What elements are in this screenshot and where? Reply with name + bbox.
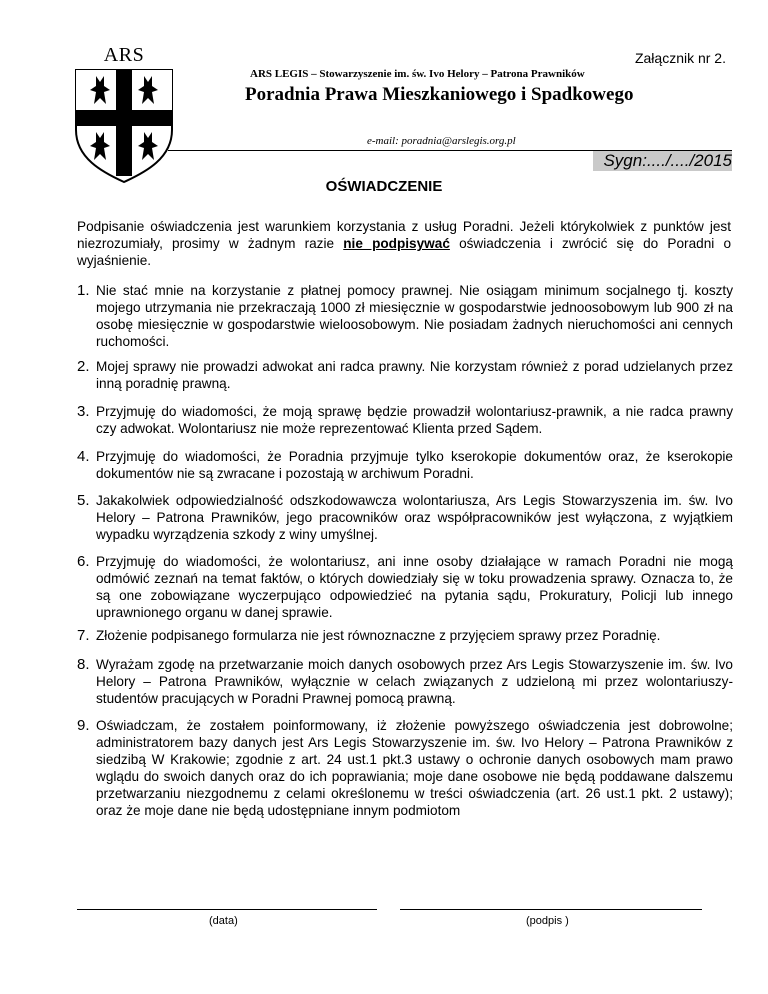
intro-text-1: Podpisanie oświadczenia jest warunkiem korzystania z usług Poradni. Jeżeli którykolwiek z punktów jest niezrozumiały, prosimy w żadnym razie [77, 219, 731, 251]
item-text: Nie stać mnie na korzystanie z płatnej pomocy prawnej. Nie osiągam minimum socjalnego tj. koszty mojego utrzymania nie przekraczają 1000 zł miesięcznie w gospodarstwie jednoosobowym lub 900 zł na osobę miesięcznie w gospodarstwie wieloosobowym. Nie posiadam żadnych nieruchomości ani cennych ruchomości. [96, 283, 733, 349]
organization-line: ARS LEGIS – Stowarzyszenie im. św. Ivo Helory – Patrona Prawników [250, 68, 585, 80]
list-item [77, 448, 733, 482]
item-number: 6. [77, 553, 90, 570]
list-item [77, 492, 733, 543]
item-number: 1. [77, 282, 90, 299]
coat-of-arms-shield-icon [74, 68, 174, 184]
signature-label: (podpis ) [526, 915, 569, 927]
list-item [77, 358, 733, 392]
list-item [77, 656, 733, 707]
list-item [77, 553, 733, 621]
list-item [77, 282, 733, 350]
intro-paragraph [77, 218, 731, 269]
list-item [77, 717, 733, 819]
signature-line [400, 909, 702, 910]
item-text: Złożenie podpisanego formularza nie jest równoznaczne z przyjęciem sprawy przez Poradnię. [96, 628, 661, 643]
item-text: Jakakolwiek odpowiedzialność odszkodowawcza wolontariusza, Ars Legis Stowarzyszenia im. św. Ivo Helory – Patrona Prawników, jego pracowników oraz współpracowników jest wyłączona, z wyjątkiem wypadku wyrządzenia szkody z winy umyślnej. [96, 493, 733, 542]
item-text: Przyjmuję do wiadomości, że wolontariusz, ani inne osoby działające w ramach Poradni nie mogą odmówić zeznań na temat faktów, o których dowiedziały się w toku prowadzenia sprawy. Oznacza to, że są one zobowiązane wyczerpująco odpowiedzieć na pytania sądu, Prokuratury, Policji lub innego uprawnionego organu w danej sprawie. [96, 554, 733, 620]
item-text: Wyrażam zgodę na przetwarzanie moich danych osobowych przez Ars Legis Stowarzyszenie im. św. Ivo Helory – Patrona Prawników, wyłącznie w celach związanych z udzieloną mi przez wolontariuszy-studentów pracujących w Poradni Prawnej pomocą prawną. [96, 657, 733, 706]
item-number: 3. [77, 403, 90, 420]
date-signature-line [77, 909, 377, 910]
email-address: e-mail: poradnia@arslegis.org.pl [367, 135, 516, 147]
list-item [77, 403, 733, 437]
item-number: 2. [77, 358, 90, 375]
item-number: 5. [77, 492, 90, 509]
item-number: 9. [77, 717, 90, 734]
document-heading: OŚWIADCZENIE [325, 178, 443, 195]
item-number: 7. [77, 627, 90, 644]
item-text: Oświadczam, że zostałem poinformowany, iż złożenie powyższego oświadczenia jest dobrowolne; administratorem bazy danych jest Ars Legis Stowarzyszenie im. św. Ivo Helory – Patrona Prawników z siedzibą W Krakowie; zgodnie z art. 24 ust.1 pkt.3 ustawy o ochronie danych osobowych mam prawo wglądu do swoich danych oraz do ich poprawiania; moje dane osobowe nie będą poddawane dalszemu przetwarzaniu niezgodnemu z celami określonemu w treści oświadczenia (art. 26 ust.1 pkt. 2 ustawy); oraz że moje dane nie będą udostępniane innym podmiotom [96, 718, 733, 818]
intro-emphasis: nie podpisywać [343, 236, 450, 251]
logo-text: ARS [103, 44, 145, 66]
date-label: (data) [209, 915, 238, 927]
item-number: 4. [77, 448, 90, 465]
reference-number: Sygn:..../..../2015 [593, 151, 732, 171]
intro-text-2: oświadczenia i zwrócić się do Poradni o wyjaśnienie. [77, 236, 732, 268]
item-number: 8. [77, 656, 90, 673]
organization-title: Poradnia Prawa Mieszkaniowego i Spadkowego [245, 84, 634, 105]
item-text: Mojej sprawy nie prowadzi adwokat ani radca prawny. Nie korzystam również z porad udzielanych przez inną poradnię prawną. [96, 359, 733, 391]
annex-label: Załącznik nr 2. [634, 50, 726, 66]
list-item [77, 627, 733, 644]
item-text: Przyjmuję do wiadomości, że Poradnia przyjmuje tylko kserokopie dokumentów oraz, że kserokopie dokumentów nie są zwracane i pozostają w archiwum Poradni. [96, 449, 733, 481]
item-text: Przyjmuję do wiadomości, że moją sprawę będzie prowadził wolontariusz-prawnik, a nie radca prawny czy adwokat. Wolontariusz nie może reprezentować Klienta przed Sądem. [96, 404, 733, 436]
